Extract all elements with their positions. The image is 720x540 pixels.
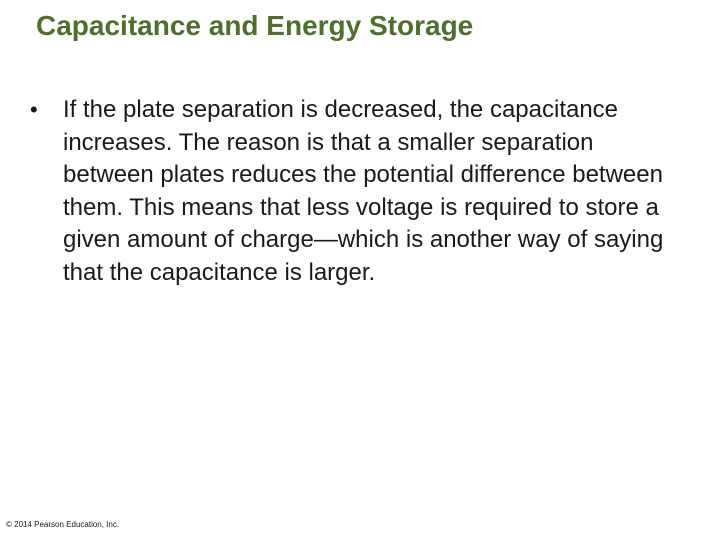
slide-title: Capacitance and Energy Storage	[36, 10, 474, 41]
copyright-footer: © 2014 Pearson Education, Inc.	[6, 520, 120, 529]
bullet-list	[30, 94, 670, 289]
bullet-text: If the plate separation is decreased, the capacitance increases. The reason is that a smaller separation between plates reduces the potential difference between them. This means that less voltage is required to store a given amount of charge—which is another way of saying that the capacitance is larger.	[63, 96, 664, 286]
bullet-icon: •	[30, 97, 38, 122]
bullet-item	[30, 94, 670, 289]
